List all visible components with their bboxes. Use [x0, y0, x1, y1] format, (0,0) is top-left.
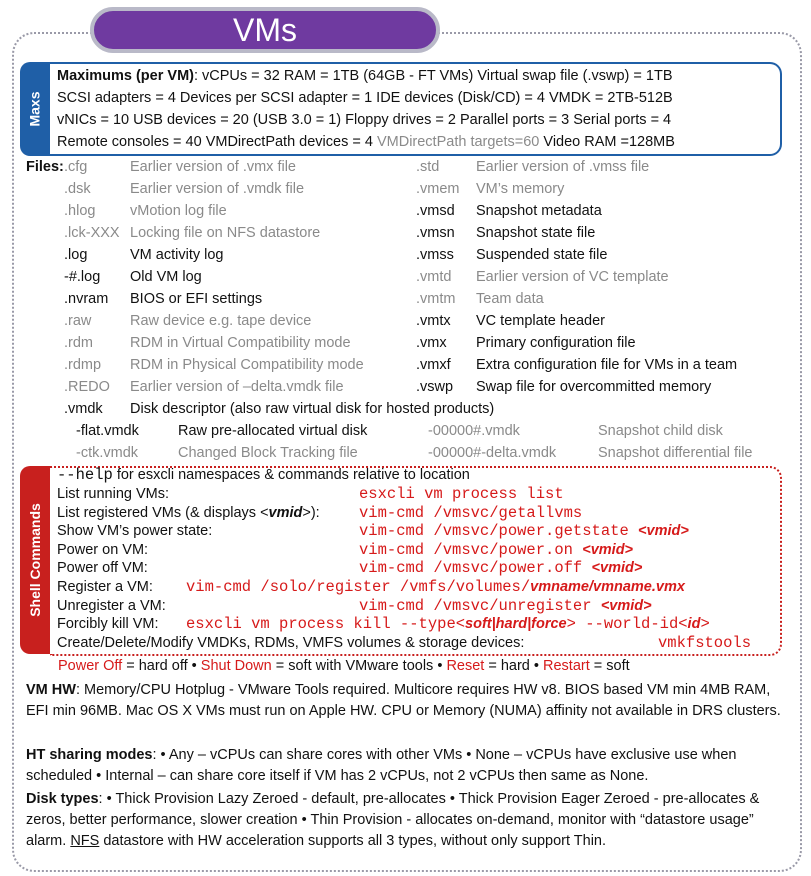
- shell-tab: Shell Commands: [20, 466, 50, 654]
- files-label: Files:: [26, 159, 64, 175]
- file-desc: Extra configuration file for VMs in a team: [476, 357, 738, 373]
- file-desc: VM activity log: [130, 247, 224, 263]
- maxs-line-2: SCSI adapters = 4 Devices per SCSI adapter = 1 IDE devices (Disk/CD) = 4 VMDK = 2TB-512B: [57, 90, 673, 106]
- shell-cmd-label: Forcibly kill VM:: [57, 616, 159, 633]
- shell-cmd-label: List registered VMs (& displays <vmid>):: [57, 504, 320, 521]
- shell-cmd: vim-cmd /solo/register /vmfs/volumes/vmname/vmname.vmx: [186, 578, 685, 596]
- file-ext: .vmtx: [416, 313, 451, 329]
- file-ext: .vmem: [416, 181, 460, 197]
- file-desc: Earlier version of VC template: [476, 269, 669, 285]
- shell-cmd-label: Create/Delete/Modify VMDKs, RDMs, VMFS volumes & storage devices:: [57, 634, 525, 651]
- file-ext: -ctk.vmdk: [76, 445, 139, 461]
- shell-cmd: esxcli vm process kill --type<soft|hard|force> --world-id<id>: [186, 615, 710, 634]
- file-ext: .rdmp: [64, 357, 102, 373]
- page-title: VMs: [90, 7, 440, 53]
- file-ext: .vmxf: [416, 357, 451, 373]
- shell-cmd: vim-cmd /vmsvc/power.on <vmid>: [359, 540, 634, 559]
- file-ext: .vmss: [416, 247, 454, 263]
- maxs-tab: Maxs: [20, 62, 50, 156]
- file-ext: .vmx: [416, 335, 447, 351]
- file-desc: Earlier version of .vmx file: [130, 159, 296, 175]
- file-ext: .rdm: [64, 335, 93, 351]
- shell-cmd-label: Unregister a VM:: [57, 597, 166, 614]
- file-desc: BIOS or EFI settings: [130, 291, 263, 307]
- shell-cmd-label: Power on VM:: [57, 541, 149, 558]
- file-ext: .log: [64, 247, 88, 263]
- file-desc: Earlier version of –delta.vmdk file: [130, 379, 344, 395]
- file-ext: .vswp: [416, 379, 454, 395]
- shell-cmd: vim-cmd /vmsvc/power.off <vmid>: [359, 559, 643, 578]
- file-ext: .lck-XXX: [64, 225, 120, 241]
- maxs-line-1: Maximums (per VM): vCPUs = 32 RAM = 1TB (64GB - FT VMs) Virtual swap file (.vswp) = 1TB: [57, 68, 673, 84]
- disk-types-para: Disk types: • Thick Provision Lazy Zeroed - default, pre-allocates • Thick Provision Eager Zeroed - pre-allocates & zeros, better performance, slower creation • Thin Provision - allocates on-demand, monitor with “datastore usage” alarm. NFS datastore with HW acceleration supports all 3 types, without only support Thin.: [26, 791, 760, 849]
- file-desc: Raw pre-allocated virtual disk: [178, 423, 368, 439]
- shell-cmd: vim-cmd /vmsvc/unregister <vmid>: [359, 596, 652, 615]
- file-ext: .vmdk: [64, 401, 103, 417]
- file-desc: Disk descriptor (also raw virtual disk for hosted products): [130, 401, 495, 417]
- file-ext: .vmsn: [416, 225, 455, 241]
- file-ext: .std: [416, 159, 440, 175]
- file-ext: .nvram: [64, 291, 109, 307]
- file-ext: -00000#.vmdk: [428, 423, 520, 439]
- file-ext: .hlog: [64, 203, 96, 219]
- file-desc: RDM in Physical Compatibility mode: [130, 357, 364, 373]
- shell-cmd: vim-cmd /vmsvc/getallvms: [359, 503, 583, 522]
- shell-cmd: vim-cmd /vmsvc/power.getstate <vmid>: [359, 522, 689, 541]
- file-desc: Swap file for overcommitted memory: [476, 379, 712, 395]
- file-desc: Changed Block Tracking file: [178, 445, 358, 461]
- file-desc: Snapshot state file: [476, 225, 596, 241]
- file-ext: -#.log: [64, 269, 101, 285]
- file-desc: Team data: [476, 291, 544, 307]
- file-desc: vMotion log file: [130, 203, 227, 219]
- file-ext: .cfg: [64, 159, 88, 175]
- file-desc: Suspended state file: [476, 247, 608, 263]
- shell-cmd-label: List running VMs:: [57, 486, 170, 502]
- file-ext: .vmsd: [416, 203, 455, 219]
- file-desc: Snapshot metadata: [476, 203, 602, 219]
- file-ext: -00000#-delta.vmdk: [428, 445, 557, 461]
- file-ext: .vmtd: [416, 269, 452, 285]
- help-line: --help for esxcli namespaces & commands relative to location: [57, 466, 470, 484]
- file-desc: Earlier version of .vmss file: [476, 159, 650, 175]
- file-ext: .dsk: [64, 181, 91, 197]
- file-desc: Primary configuration file: [476, 335, 636, 351]
- vm-hw-para: VM HW: Memory/CPU Hotplug - VMware Tools required. Multicore requires HW v8. BIOS based VM min 4MB RAM, EFI min 96MB. Mac OS X VMs must run on Apple HW. CPU or Memory (NUMA) affinity not available in DRS clusters.: [26, 682, 781, 719]
- shell-cmd-label: Power off VM:: [57, 560, 148, 577]
- file-desc: Locking file on NFS datastore: [130, 225, 321, 241]
- shell-cmd: esxcli vm process list: [359, 485, 564, 503]
- file-ext: .raw: [64, 313, 92, 329]
- ht-sharing-para: HT sharing modes: • Any – vCPUs can share cores with other VMs • None – vCPUs have exclusive use when scheduled • Internal – can share core itself if VM has 2 vCPUs, not 2 vCPUs then same as None.: [26, 747, 737, 784]
- power-states: Power Off = hard off • Shut Down = soft with VMware tools • Reset = hard • Restart = soft: [58, 658, 630, 674]
- shell-cmd-label: Register a VM:: [57, 579, 153, 595]
- file-desc: RDM in Virtual Compatibility mode: [130, 335, 351, 351]
- file-ext: -flat.vmdk: [76, 423, 139, 439]
- file-desc: Snapshot child disk: [598, 423, 723, 439]
- file-desc: Raw device e.g. tape device: [130, 313, 312, 329]
- maxs-line-4: Remote consoles = 40 VMDirectPath devices = 4 VMDirectPath targets=60 Video RAM =128MB: [57, 134, 675, 150]
- shell-cmd-label: Show VM’s power state:: [57, 523, 213, 540]
- file-desc: VC template header: [476, 313, 605, 329]
- file-ext: .vmtm: [416, 291, 456, 307]
- file-ext: .REDO: [64, 379, 110, 395]
- file-desc: Earlier version of .vmdk file: [130, 181, 305, 197]
- shell-cmd: vmkfstools: [658, 633, 752, 652]
- maxs-line-3: vNICs = 10 USB devices = 20 (USB 3.0 = 1) Floppy drives = 2 Parallel ports = 3 Serial ports = 4: [57, 112, 672, 128]
- file-desc: Snapshot differential file: [598, 445, 753, 461]
- file-desc: VM’s memory: [476, 181, 565, 197]
- file-desc: Old VM log: [130, 269, 202, 285]
